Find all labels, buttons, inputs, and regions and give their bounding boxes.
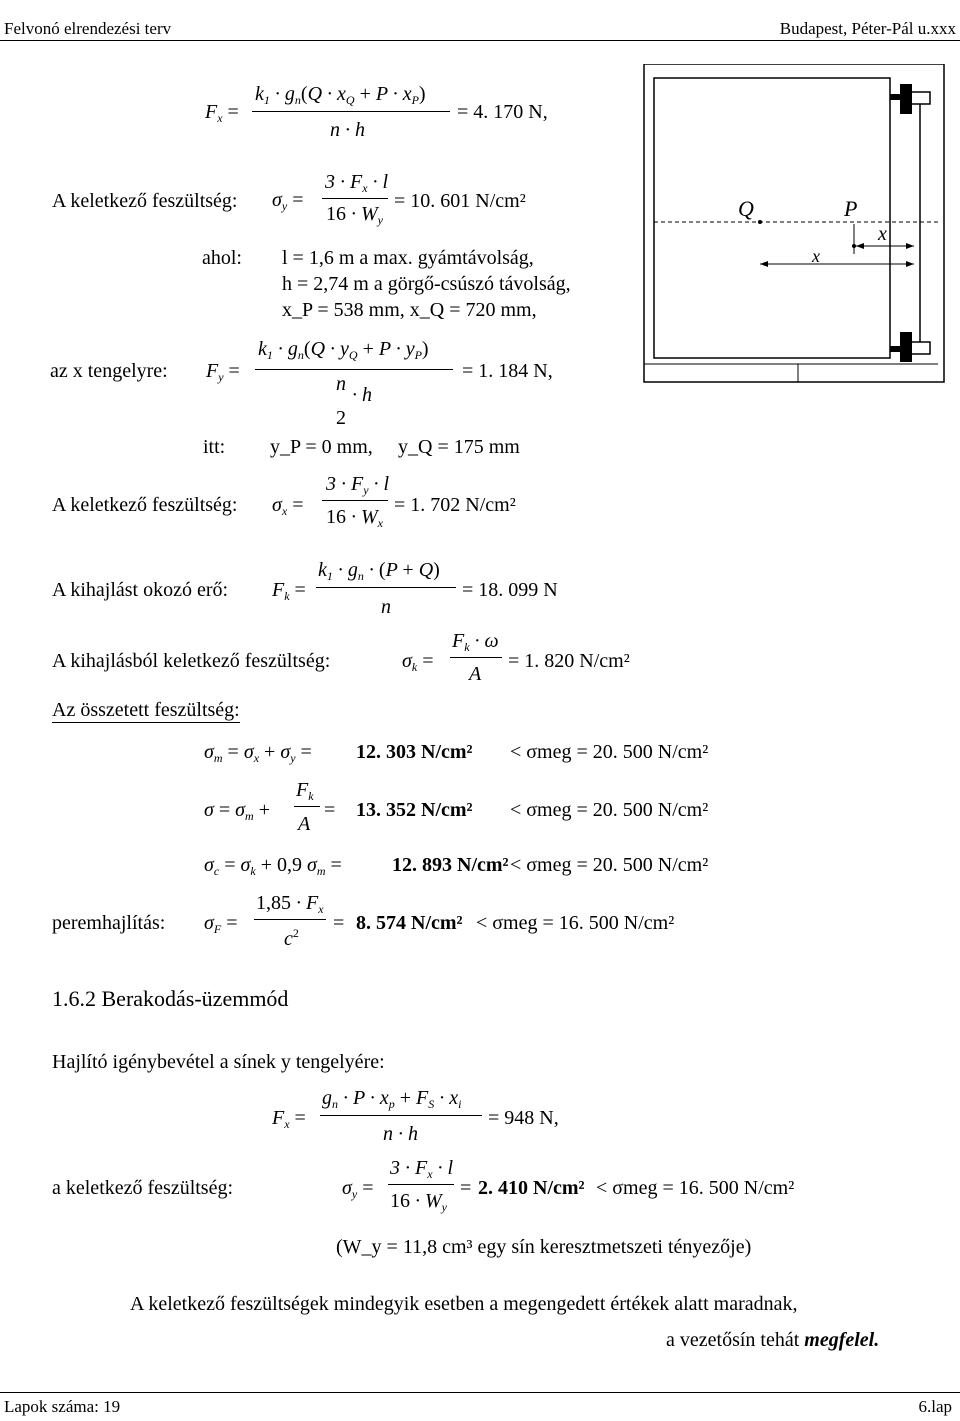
footer-left: Lapok száma: 19	[4, 1397, 121, 1416]
sf-num: $1,85 \cdot F_x$	[256, 892, 324, 916]
diagram-label-x-small: x	[812, 246, 820, 266]
sf-den: $c^2$	[284, 926, 299, 950]
sf-eqsign: =	[333, 912, 345, 934]
ls-num: $3 \cdot F_x \cdot l$	[390, 1157, 454, 1181]
s-eq: $\sigma = \sigma_m$ +	[204, 799, 270, 823]
stress-y-bar	[322, 198, 388, 199]
bending-stress-result: = 1. 820 N/cm²	[508, 650, 630, 672]
s-den: A	[298, 813, 311, 835]
stress-y-lhs: $\sigma_y$ =	[272, 189, 304, 213]
fy-den-h: · h	[352, 384, 372, 406]
combined-row1: 12. 303 N/cm²	[356, 741, 473, 763]
loading-stress-label: a keletkező feszültség:	[52, 1177, 234, 1199]
lfx-num: $g_n \cdot P \cdot x_p + F_S \cdot x_i$	[322, 1087, 462, 1111]
s-eqsign: =	[324, 799, 336, 821]
loading-note: (W_y = 11,8 cm³ egy sín keresztmetszeti tényezője)	[336, 1236, 752, 1258]
stress-y-result: = 10. 601 N/cm²	[394, 190, 526, 212]
conclusion-line1: A keletkező feszültségek mindegyik esetben a megengedett értékek alatt maradnak,	[130, 1293, 798, 1315]
sm-eq: $\sigma_m = \sigma_x + \sigma_y$ =	[204, 741, 312, 765]
where-line1: l = 1,6 m a max. gyámtávolság,	[282, 247, 534, 269]
diagram-label-q: Q	[738, 196, 754, 221]
diagram-x-arrow-right	[906, 261, 914, 267]
car-layout-diagram	[638, 64, 952, 384]
diagram-label-p: P	[844, 196, 858, 221]
conclusion-line2: a vezetősín tehát megfelel.	[666, 1329, 880, 1351]
sk-bar	[450, 657, 502, 658]
fk-num: $k_1 \cdot g_n \cdot (P + Q)$	[318, 559, 440, 583]
eq1-den: n · h	[330, 119, 365, 141]
header-left: Felvonó elrendezési terv	[4, 19, 172, 38]
diagram-xp-arrow-right	[906, 243, 914, 249]
eq1-lhs: $F_x$ =	[205, 101, 239, 125]
bending-force-label: A kihajlást okozó erő:	[52, 579, 229, 601]
fy-num: $k_1 \cdot g_n(Q \cdot y_Q + P \cdot y_P)$	[258, 338, 429, 362]
fy-den-2: 2	[336, 407, 346, 429]
combined-row2: 13. 352 N/cm²	[356, 799, 473, 821]
stress-x-lhs: $\sigma_x$ =	[272, 494, 304, 518]
where-label: ahol:	[202, 247, 242, 269]
section-title: 1.6.2 Berakodás-üzemmód	[52, 986, 289, 1011]
loading-stress-result: 2. 410 N/cm²	[478, 1177, 585, 1199]
ls-bar	[388, 1184, 454, 1185]
s-bar	[294, 806, 320, 807]
bending-force-result: = 18. 099 N	[462, 579, 558, 601]
fk-lhs: $F_k$ =	[272, 579, 306, 603]
diagram-q-point	[758, 220, 762, 224]
stress-x-num: $3 \cdot F_y \cdot l$	[326, 473, 390, 497]
ls-den: $16 \cdot W_y$	[390, 1190, 447, 1214]
ls-eqsign: =	[460, 1177, 472, 1199]
lfx-den: n · h	[383, 1123, 418, 1145]
loading-fx-result: = 948 N,	[488, 1107, 559, 1129]
lfx-bar	[320, 1115, 482, 1116]
lfx-lhs: $F_x$ =	[272, 1107, 306, 1131]
sf-lhs: $\sigma_F$ =	[204, 912, 238, 936]
sf-bar	[254, 919, 326, 920]
loading-stress-limit: < σmeg = 16. 500 N/cm²	[596, 1177, 795, 1199]
diagram-x-arrow-left	[760, 261, 768, 267]
diagram-rail-bottom	[890, 332, 930, 362]
header-right: Budapest, Péter-Pál u.xxx	[779, 19, 956, 38]
combined-row3: 12. 893 N/cm²	[392, 854, 509, 876]
flange-result: 8. 574 N/cm²	[356, 912, 463, 934]
eq1-num: $k_1 \cdot g_n(Q \cdot x_Q + P \cdot x_P)$	[255, 83, 426, 107]
where-line3: x_P = 538 mm, x_Q = 720 mm,	[282, 299, 537, 321]
sk-lhs: $\sigma_k$ =	[402, 650, 434, 674]
stress-x-label: A keletkező feszültség:	[52, 494, 238, 516]
fk-bar	[316, 587, 456, 588]
footer-rule	[0, 1392, 960, 1393]
combined-row3-limit: < σmeg = 20. 500 N/cm²	[510, 854, 709, 876]
flange-label: peremhajlítás:	[52, 912, 166, 934]
stress-x-den: $16 \cdot W_x$	[326, 506, 383, 530]
combined-label: Az összetett feszültség:	[52, 699, 240, 721]
header-rule	[0, 40, 960, 41]
stress-y-num: $3 \cdot F_x \cdot l$	[325, 171, 389, 195]
itt-label: itt:	[203, 436, 226, 458]
stress-y-label: A keletkező feszültség:	[52, 190, 238, 212]
fy-den-n: n	[336, 373, 346, 395]
flange-limit: < σmeg = 16. 500 N/cm²	[476, 912, 675, 934]
x-axis-result: = 1. 184 N,	[462, 360, 553, 382]
stress-x-result: = 1. 702 N/cm²	[394, 494, 516, 516]
sk-den: A	[469, 663, 482, 685]
ls-lhs: $\sigma_y$ =	[342, 1177, 374, 1201]
eq1-bar	[252, 111, 450, 112]
loading-intro: Hajlító igénybevétel a sínek y tengelyére:	[52, 1051, 385, 1073]
sk-num: $F_k \cdot \omega$	[452, 630, 499, 654]
diagram-xp-arrow-left	[856, 243, 864, 249]
diagram-label-x: x	[878, 223, 887, 245]
fy-lhs: $F_y$ =	[206, 360, 240, 384]
footer-right: 6.lap	[918, 1397, 952, 1416]
s-num: $F_k$	[296, 779, 314, 803]
diagram-rail-top	[890, 84, 930, 114]
combined-row2-limit: < σmeg = 20. 500 N/cm²	[510, 799, 709, 821]
itt-yq: y_Q = 175 mm	[398, 436, 520, 458]
eq1-result: = 4. 170 N,	[457, 101, 548, 123]
fy-bar	[255, 369, 453, 370]
combined-row1-limit: < σmeg = 20. 500 N/cm²	[510, 741, 709, 763]
stress-x-bar	[322, 500, 388, 501]
diagram-outer-frame	[644, 64, 944, 382]
where-line2: h = 2,74 m a görgő-csúszó távolság,	[282, 273, 571, 295]
bending-stress-label: A kihajlásból keletkező feszültség:	[52, 650, 331, 672]
x-axis-label: az x tengelyre:	[50, 360, 168, 382]
sc-eq: $\sigma_c = \sigma_k + 0,9$ $\sigma_m$ =	[204, 854, 342, 878]
fk-den: n	[381, 596, 391, 618]
itt-yp: y_P = 0 mm,	[270, 436, 373, 458]
stress-y-den: $16 \cdot W_y$	[326, 203, 383, 227]
